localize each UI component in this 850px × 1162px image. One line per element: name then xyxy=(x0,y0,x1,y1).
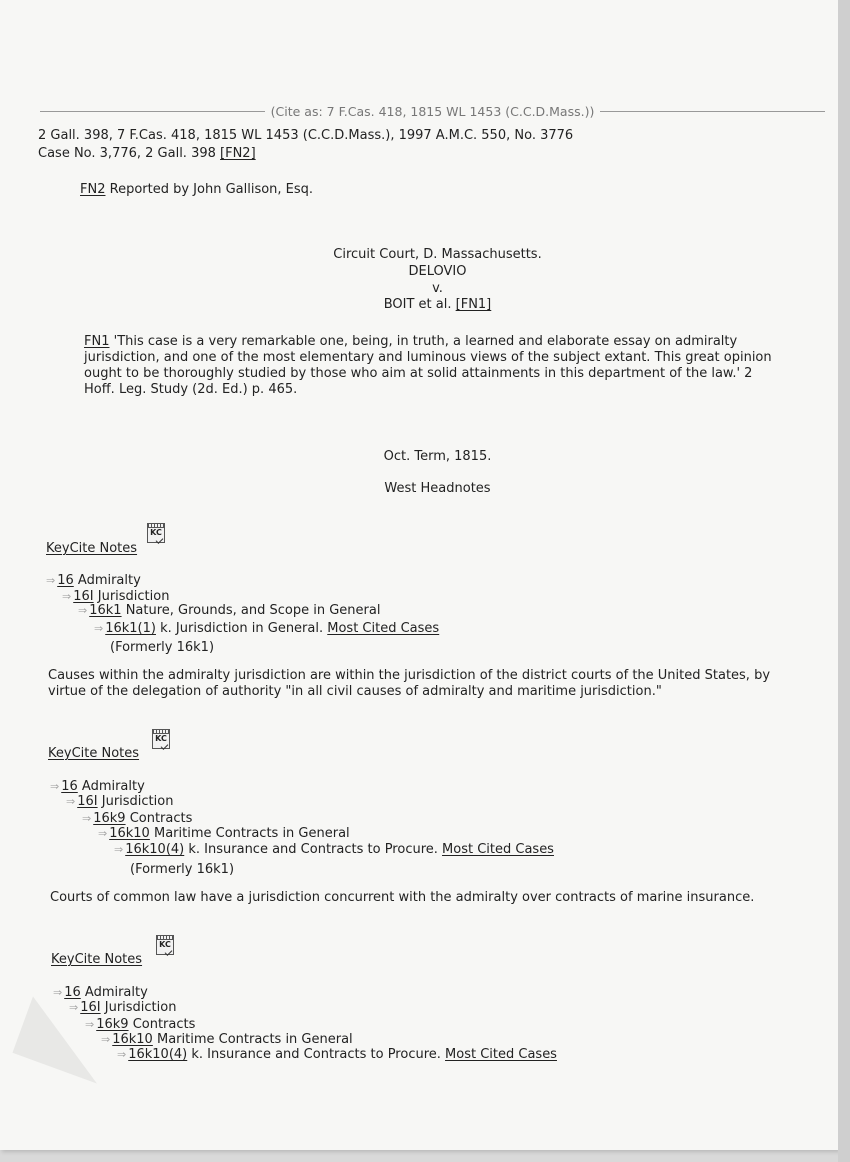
keycite-icon[interactable] xyxy=(152,729,170,749)
rule-left xyxy=(40,111,265,112)
most-cited-cases-link[interactable]: Most Cited Cases xyxy=(442,842,554,857)
key-text: k. Insurance and Contracts to Procure. xyxy=(184,842,438,857)
keycite-icon-text: KC xyxy=(159,940,171,949)
keycite-notes-link[interactable]: KeyCite Notes xyxy=(48,746,140,761)
key-text: Jurisdiction xyxy=(97,794,174,809)
citation-line-2-text: Case No. 3,776, 2 Gall. 398 xyxy=(38,146,216,161)
headnote-1-line-2 xyxy=(62,589,169,604)
key-text: Nature, Grounds, and Scope in General xyxy=(121,603,381,618)
headnote-3-line-4 xyxy=(101,1032,353,1047)
scan-edge xyxy=(838,0,850,1162)
arrow-icon: ⇒ xyxy=(98,827,108,840)
key-text: k. Insurance and Contracts to Procure. xyxy=(187,1047,441,1062)
key-link[interactable]: 16 xyxy=(57,573,74,588)
key-link[interactable]: 16k9 xyxy=(93,811,126,826)
key-text: Jurisdiction xyxy=(100,1000,177,1015)
defendant-line xyxy=(300,297,575,312)
fn1-text: 'This case is a very remarkable one, being, in truth, a learned and elaborate essay on admiralty jurisdiction, and one of the most elementary and luminous views of the subject extant. This great opinion ought to be thoroughly studied by those who aim at solid attainments in this department of the law.' 2 Hoff. Leg. Study (2d. Ed.) p. 465. xyxy=(84,334,772,397)
keycite-notes-link[interactable]: KeyCite Notes xyxy=(51,952,143,967)
keycite-notes-link[interactable]: KeyCite Notes xyxy=(46,541,138,556)
defendant-name: BOIT et al. xyxy=(383,297,452,312)
key-link[interactable]: 16I xyxy=(80,1000,101,1015)
headnote-3-line-2 xyxy=(69,1000,176,1015)
headnote-1-line-4 xyxy=(94,621,439,636)
fn1-note xyxy=(84,334,784,398)
arrow-icon: ⇒ xyxy=(82,812,92,825)
key-text: Admiralty xyxy=(80,985,148,1000)
keycite-icon[interactable] xyxy=(147,523,165,543)
key-link[interactable]: 16k10 xyxy=(109,826,150,841)
cite-as-line xyxy=(40,101,825,121)
key-text: Maritime Contracts in General xyxy=(152,1032,353,1047)
citation-line-2 xyxy=(38,146,256,161)
headnotes-title: West Headnotes xyxy=(384,481,491,496)
key-link[interactable]: 16k9 xyxy=(96,1017,129,1032)
court-name: Circuit Court, D. Massachusetts. xyxy=(333,247,542,262)
arrow-icon: ⇒ xyxy=(69,1001,79,1014)
headnote-2-line-5 xyxy=(114,842,554,857)
fn2-link[interactable]: [FN2] xyxy=(220,146,256,161)
plaintiff-name: DELOVIO xyxy=(408,264,467,279)
headnote-1-formerly: (Formerly 16k1) xyxy=(110,640,215,655)
key-link[interactable]: 16k1(1) xyxy=(105,621,156,636)
key-text: Contracts xyxy=(128,1017,196,1032)
key-text: Admiralty xyxy=(73,573,141,588)
fn2-note xyxy=(80,182,313,197)
keycite-icon[interactable] xyxy=(156,935,174,955)
arrow-icon: ⇒ xyxy=(46,574,56,587)
headnote-2-line-2 xyxy=(66,794,173,809)
arrow-icon: ⇒ xyxy=(114,843,124,856)
cite-as-text: (Cite as: 7 F.Cas. 418, 1815 WL 1453 (C.C.D.Mass.)) xyxy=(270,103,595,119)
headnote-2-line-4 xyxy=(98,826,350,841)
headnote-3-line-1 xyxy=(53,985,148,1000)
keycite-icon-text: KC xyxy=(150,528,162,537)
arrow-icon: ⇒ xyxy=(78,604,88,617)
arrow-icon: ⇒ xyxy=(62,590,72,603)
key-link[interactable]: 16k1 xyxy=(89,603,122,618)
key-link[interactable]: 16k10(4) xyxy=(128,1047,188,1062)
headnote-2-line-1 xyxy=(50,779,145,794)
keycite-icon-text: KC xyxy=(155,734,167,743)
term: Oct. Term, 1815. xyxy=(383,449,492,464)
key-link[interactable]: 16 xyxy=(64,985,81,1000)
fn1-link[interactable]: [FN1] xyxy=(455,297,492,312)
fn2-text: Reported by John Gallison, Esq. xyxy=(105,182,314,197)
key-link[interactable]: 16k10(4) xyxy=(125,842,185,857)
fn1-label-link[interactable]: FN1 xyxy=(84,334,110,349)
key-text: Admiralty xyxy=(77,779,145,794)
headnote-1-line-3 xyxy=(78,603,380,618)
headnote-3-line-5 xyxy=(117,1047,557,1062)
most-cited-cases-link[interactable]: Most Cited Cases xyxy=(327,621,440,636)
headnote-1-summary: Causes within the admiralty jurisdiction are within the jurisdiction of the district courts of the United States, by virtue of the delegation of authority "in all civil causes of admiralty and maritime jurisdiction." xyxy=(48,668,771,699)
arrow-icon: ⇒ xyxy=(94,622,104,635)
key-link[interactable]: 16I xyxy=(73,589,94,604)
key-text: Maritime Contracts in General xyxy=(149,826,350,841)
headnote-2-formerly: (Formerly 16k1) xyxy=(130,862,235,877)
key-link[interactable]: 16k10 xyxy=(112,1032,153,1047)
key-text: Contracts xyxy=(125,811,193,826)
headnote-1-line-1 xyxy=(46,573,141,588)
headnote-2-line-3 xyxy=(82,811,192,826)
arrow-icon: ⇒ xyxy=(85,1018,95,1031)
arrow-icon: ⇒ xyxy=(117,1048,127,1061)
key-link[interactable]: 16I xyxy=(77,794,98,809)
citation-line-1: 2 Gall. 398, 7 F.Cas. 418, 1815 WL 1453 (C.C.D.Mass.), 1997 A.M.C. 550, No. 3776 xyxy=(38,128,574,143)
fn2-label-link[interactable]: FN2 xyxy=(80,182,106,197)
arrow-icon: ⇒ xyxy=(53,986,63,999)
arrow-icon: ⇒ xyxy=(101,1033,111,1046)
key-text: k. Jurisdiction in General. xyxy=(155,621,324,636)
arrow-icon: ⇒ xyxy=(50,780,60,793)
versus: v. xyxy=(432,281,443,296)
key-link[interactable]: 16 xyxy=(61,779,78,794)
arrow-icon: ⇒ xyxy=(66,795,76,808)
rule-right xyxy=(600,111,825,112)
key-text: Jurisdiction xyxy=(93,589,170,604)
most-cited-cases-link[interactable]: Most Cited Cases xyxy=(445,1047,557,1062)
headnote-2-summary: Courts of common law have a jurisdiction concurrent with the admiralty over contracts of marine insurance. xyxy=(50,890,755,905)
